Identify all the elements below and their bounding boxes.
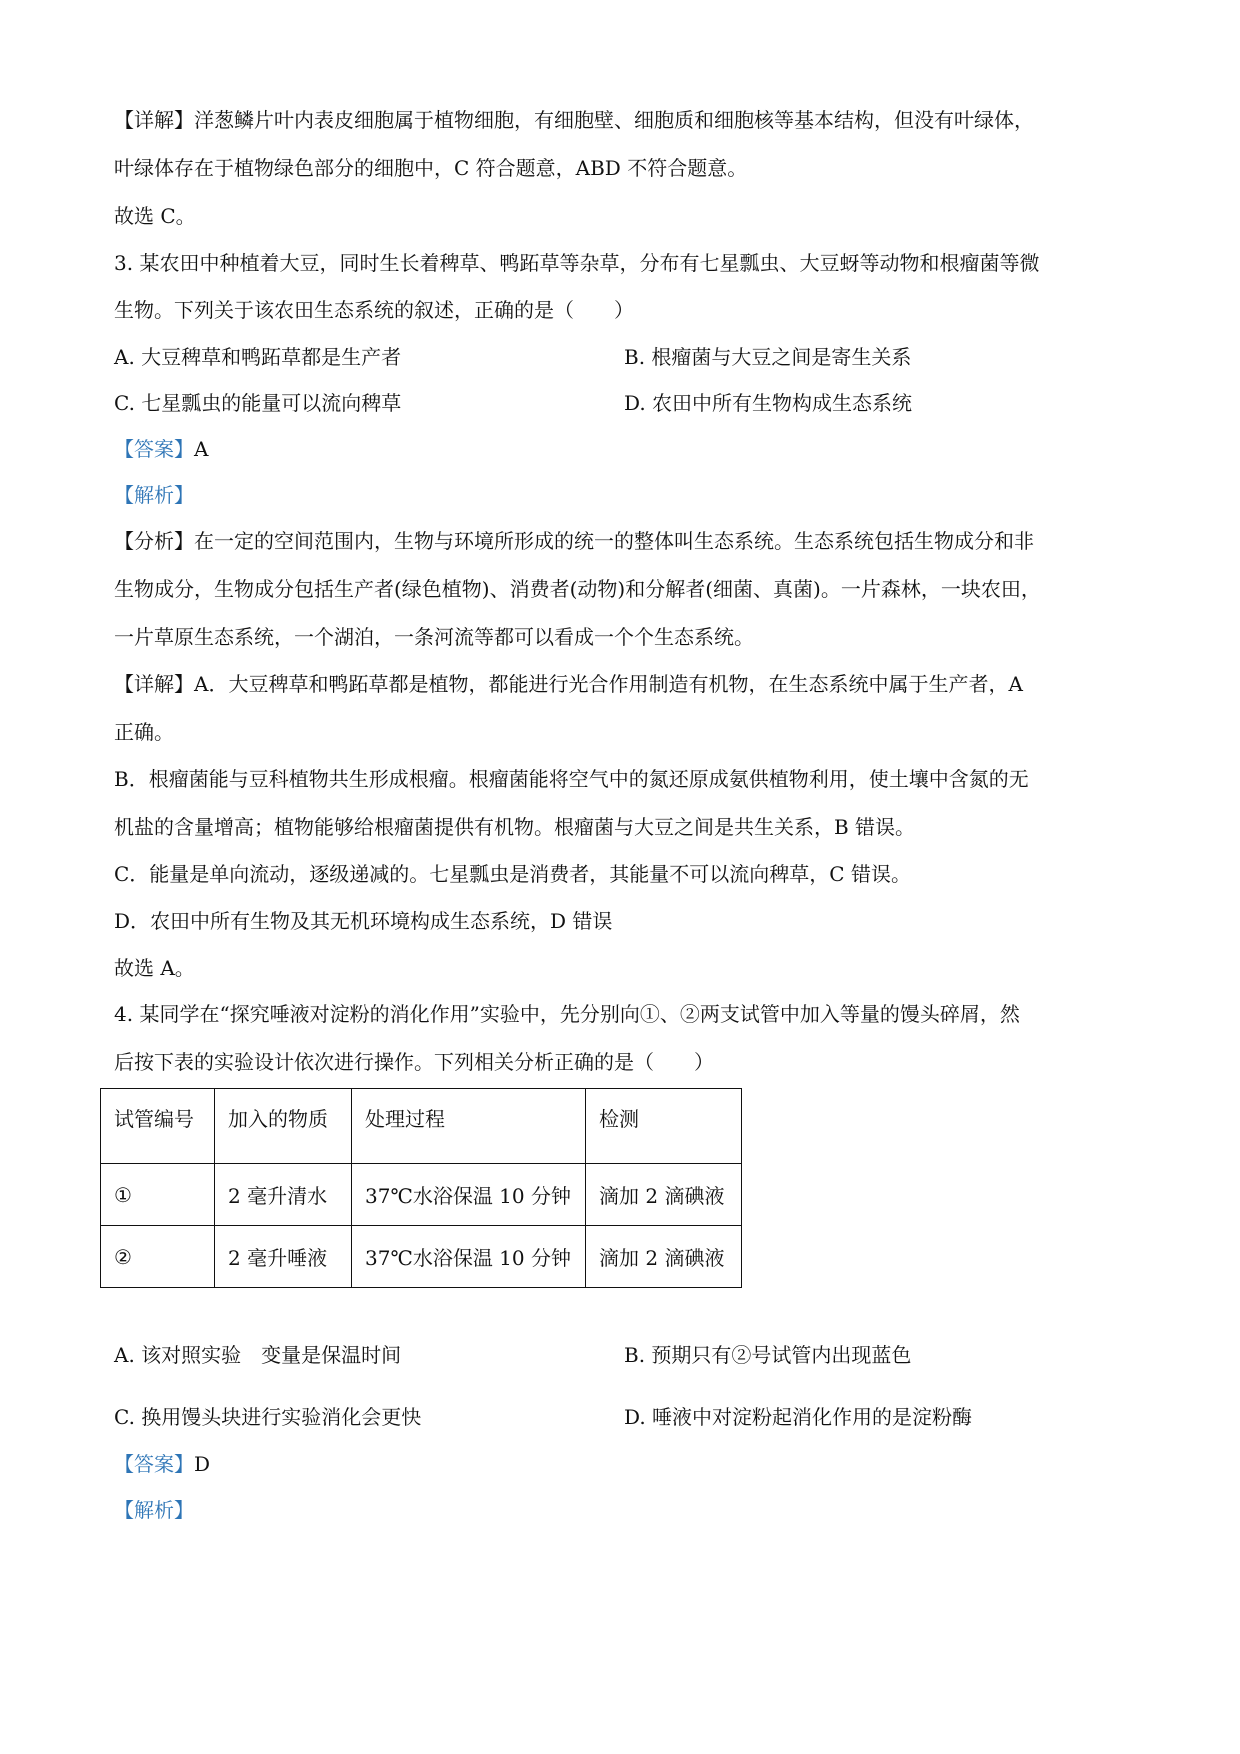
q3-answer: [114, 436, 208, 462]
q3-option-a: A. 大豆稗草和鸭跖草都是生产者: [114, 345, 402, 369]
answer-label: 【答案】: [114, 437, 194, 461]
table-cell: 2 毫升唾液: [215, 1226, 352, 1288]
q3-stem-line-2: 生物。下列关于该农田生态系统的叙述，正确的是（ ）: [114, 298, 634, 322]
table-row: [101, 1164, 742, 1226]
q3-choose: 故选 A。: [114, 956, 195, 980]
table-cell: 滴加 2 滴碘液: [586, 1164, 742, 1226]
q3-detail-d: D．农田中所有生物及其无机环境构成生态系统，D 错误: [114, 909, 613, 933]
table-header-cell: 检测: [586, 1089, 742, 1164]
detail-line-1: 【详解】洋葱鳞片叶内表皮细胞属于植物细胞，有细胞壁、细胞质和细胞核等基本结构，但没有叶绿体，: [114, 108, 1034, 132]
q4-option-c: C. 换用馒头块进行实验消化会更快: [114, 1405, 422, 1429]
table-cell: 滴加 2 滴碘液: [586, 1226, 742, 1288]
q3-fenxi-line-3: 一片草原生态系统，一个湖泊，一条河流等都可以看成一个个生态系统。: [114, 625, 754, 649]
q3-analysis-label: 【解析】: [114, 483, 194, 507]
table-header-cell: 处理过程: [352, 1089, 586, 1164]
q3-detail-c: C．能量是单向流动，逐级递减的。七星瓢虫是消费者，其能量不可以流向稗草，C 错误。: [114, 862, 911, 886]
table-header-cell: 试管编号: [101, 1089, 215, 1164]
q4-stem-line-1: 4. 某同学在“探究唾液对淀粉的消化作用”实验中，先分别向①、②两支试管中加入等量的馒头碎屑，然: [114, 1002, 1020, 1026]
table-header-row: [101, 1089, 742, 1164]
table-cell: ②: [101, 1226, 215, 1288]
q4-stem-line-2: 后按下表的实验设计依次进行操作。下列相关分析正确的是（ ）: [114, 1050, 714, 1074]
q4-analysis-label: 【解析】: [114, 1498, 194, 1522]
table-cell: ①: [101, 1164, 215, 1226]
q3-fenxi-line-2: 生物成分，生物成分包括生产者(绿色植物)、消费者(动物)和分解者(细菌、真菌)。一片森林，一块农田，: [114, 577, 1041, 601]
table-row: [101, 1226, 742, 1288]
q3-detail-b-line-2: 机盐的含量增高；植物能够给根瘤菌提供有机物。根瘤菌与大豆之间是共生关系，B 错误。: [114, 815, 916, 839]
experiment-table: [100, 1088, 742, 1288]
answer-label: 【答案】: [114, 1452, 194, 1476]
table-cell: 37℃水浴保温 10 分钟: [352, 1226, 586, 1288]
table-cell: 2 毫升清水: [215, 1164, 352, 1226]
q3-detail-line-1: 【详解】A．大豆稗草和鸭跖草都是植物，都能进行光合作用制造有机物，在生态系统中属于生产者，A: [114, 672, 1023, 696]
q3-option-b: B. 根瘤菌与大豆之间是寄生关系: [624, 345, 912, 369]
q3-detail-line-2: 正确。: [114, 720, 174, 744]
q3-detail-b-line-1: B．根瘤菌能与豆科植物共生形成根瘤。根瘤菌能将空气中的氮还原成氨供植物利用，使土壤中含氮的无: [114, 767, 1029, 791]
q3-option-c: C. 七星瓢虫的能量可以流向稗草: [114, 391, 402, 415]
detail-line-2: 叶绿体存在于植物绿色部分的细胞中，C 符合题意，ABD 不符合题意。: [114, 156, 748, 180]
table-header-cell: 加入的物质: [215, 1089, 352, 1164]
q3-option-d: D. 农田中所有生物构成生态系统: [624, 391, 913, 415]
q3-stem-line-1: 3. 某农田中种植着大豆，同时生长着稗草、鸭跖草等杂草，分布有七星瓢虫、大豆蚜等动物和根瘤菌等微: [114, 251, 1040, 275]
answer-value: D: [194, 1452, 211, 1476]
q3-fenxi-line-1: 【分析】在一定的空间范围内，生物与环境所形成的统一的整体叫生态系统。生态系统包括生物成分和非: [114, 529, 1034, 553]
q4-option-b: B. 预期只有②号试管内出现蓝色: [624, 1343, 912, 1367]
answer-value: A: [194, 437, 209, 461]
table-cell: 37℃水浴保温 10 分钟: [352, 1164, 586, 1226]
q4-answer: [114, 1451, 210, 1477]
q4-option-a: A. 该对照实验 变量是保温时间: [114, 1343, 402, 1367]
q4-option-d: D. 唾液中对淀粉起消化作用的是淀粉酶: [624, 1405, 973, 1429]
choose-line: 故选 C。: [114, 204, 196, 228]
